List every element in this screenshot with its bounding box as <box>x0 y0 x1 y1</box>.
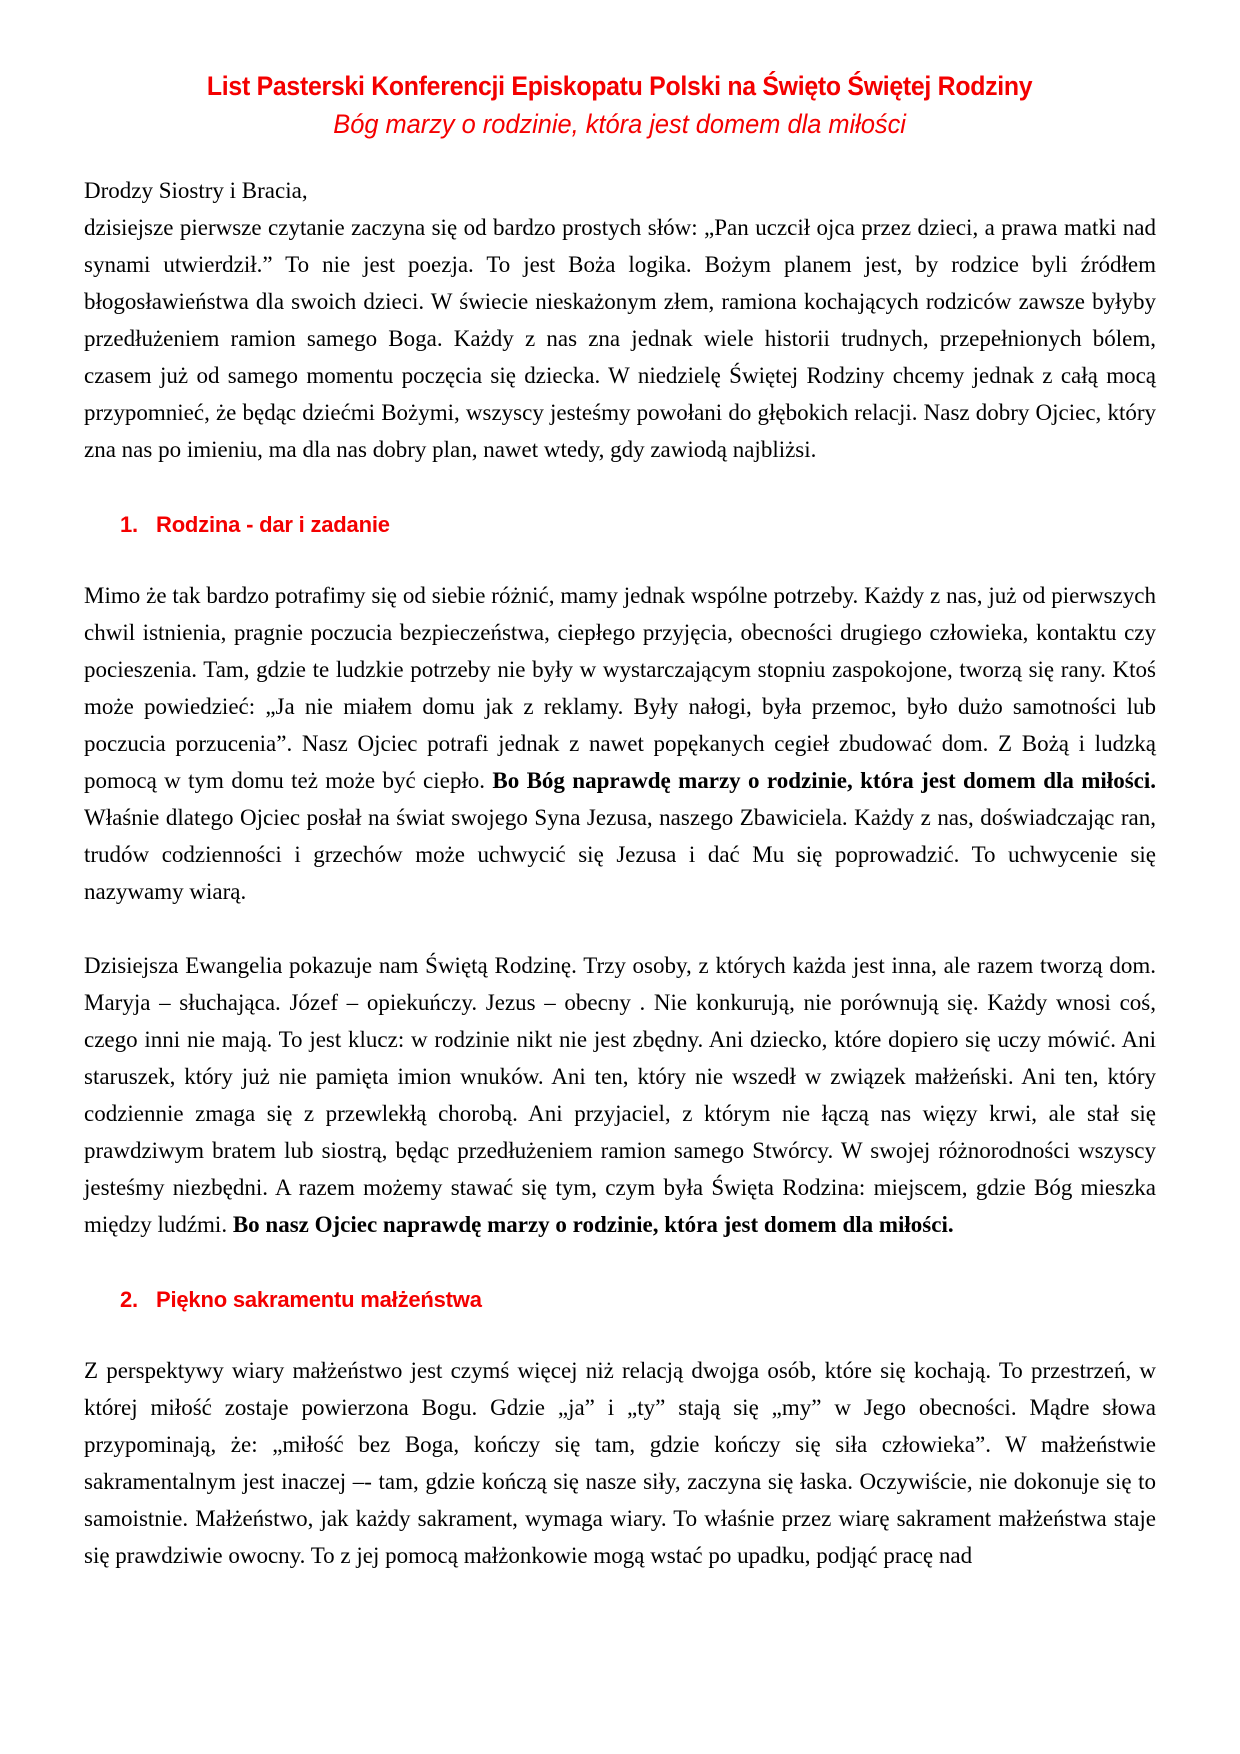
section-number: 2. <box>120 1287 138 1312</box>
body-paragraph <box>84 577 1156 910</box>
document-title <box>84 68 1156 104</box>
text-run: Mimo że tak bardzo potrafimy się od siebie różnić, mamy jednak wspólne potrzeby. Każdy z nas, już od pierwszych chwil istnienia, pragnie poczucia bezpieczeństwa, ciepłego przyjęcia, obecności drugiego człowieka, kontaktu czy pocieszenia. Tam, gdzie te ludzkie potrzeby nie były w wystarczającym stopniu zaspokojone, tworzą się rany. Ktoś może powiedzieć: „Ja nie miałem domu jak z reklamy. Były nałogi, była przemoc, było dużo samotności lub poczucia porzucenia”. Nasz Ojciec potrafi jednak z nawet popękanych cegieł zbudować dom. Z Bożą i ludzką pomocą w tym domu też może być ciepło. <box>84 583 1156 793</box>
text-run: Dzisiejsza Ewangelia pokazuje nam Świętą Rodzinę. Trzy osoby, z których każda jest inna, ale razem tworzą dom. Maryja – słuchająca. Józef – opiekuńczy. Jezus – obecny . Nie konkurują, nie porównują się. Każdy wnosi coś, czego inni nie mają. To jest klucz: w rodzinie nikt nie jest zbędny. Ani dziecko, które dopiero się uczy mówić. Ani staruszek, który już nie pamięta imion wnuków. Ani ten, który nie wszedł w związek małżeński. Ani ten, który codziennie zmaga się z przewlekłą chorobą. Ani przyjaciel, z którym nie łączą nas więzy krwi, ale stał się prawdziwym bratem lub siostrą, będąc przedłużeniem ramion samego Stwórcy. W swojej różnorodności wszyscy jesteśmy niezbędni. A razem możemy stawać się tym, czym była Święta Rodzina: miejscem, gdzie Bóg mieszka między ludźmi. <box>84 953 1156 1237</box>
text-run: Z perspektywy wiary małżeństwo jest czymś więcej niż relacją dwojga osób, które się kochają. To przestrzeń, w której miłość zostaje powierzona Bogu. Gdzie „ja” i „ty” stają się „my” w Jego obecności. Mądre słowa przypominają, że: „miłość bez Boga, kończy się tam, gdzie kończy się siła człowieka”. W małżeństwie sakramentalnym jest inaczej –- tam, gdzie kończą się nasze siły, zaczyna się łaska. Oczywiście, nie dokonuje się to samoistnie. Małżeństwo, jak każdy sakrament, wymaga wiary. To właśnie przez wiarę sakrament małżeństwa staje się prawdziwie owocny. To z jej pomocą małżonkowie mogą wstać po upadku, podjąć pracę nad <box>84 1358 1156 1568</box>
text-run: dzisiejsze pierwsze czytanie zaczyna się od bardzo prostych słów: „Pan uczcił ojca przez dzieci, a prawa matki nad synami utwierdził.” To nie jest poezja. To jest Boża logika. Bożym planem jest, by rodzice byli źródłem błogosławieństwa dla swoich dzieci. W świecie nieskażonym złem, ramiona kochających rodziców zawsze byłyby przedłużeniem ramion samego Boga. Każdy z nas zna jednak wiele historii trudnych, przepełnionych bólem, czasem już od samego momentu poczęcia się dziecka. W niedzielę Świętej Rodziny chcemy jednak z całą mocą przypomnieć, że będąc dziećmi Bożymi, wszyscy jesteśmy powołani do głębokich relacji. Nasz dobry Ojciec, który zna nas po imieniu, ma dla nas dobry plan, nawet wtedy, gdy zawiodą najbliżsi. <box>84 215 1156 462</box>
section-number: 1. <box>120 512 138 537</box>
document-subtitle <box>84 106 1156 142</box>
body-paragraph <box>84 1352 1156 1574</box>
section-title: Rodzina - dar i zadanie <box>156 512 390 537</box>
text-run: Właśnie dlatego Ojciec posłał na świat swojego Syna Jezusa, naszego Zbawiciela. Każdy z nas, doświadczając ran, trudów codzienności i grzechów może uchwycić się Jezusa i dać Mu się poprowadzić. To uchwycenie się nazywamy wiarą. <box>84 805 1156 904</box>
bold-text-run: Bo Bóg naprawdę marzy o rodzinie, która jest domem dla miłości. <box>492 768 1157 793</box>
body-paragraph <box>84 947 1156 1243</box>
section-heading <box>84 1281 1156 1318</box>
document-title-text: List Pasterski Konferencji Episkopatu Polski na Święto Świętej Rodziny <box>207 71 1033 101</box>
bold-text-run: Bo nasz Ojciec naprawdę marzy o rodzinie, która jest domem dla miłości. <box>232 1212 954 1237</box>
salutation-line: Drodzy Siostry i Bracia, <box>84 178 308 203</box>
document-subtitle-text: Bóg marzy o rodzinie, która jest domem dla miłości <box>333 109 907 139</box>
document-body <box>84 172 1156 1574</box>
section-heading <box>84 506 1156 543</box>
section-title: Piękno sakramentu małżeństwa <box>156 1287 482 1312</box>
body-paragraph <box>84 209 1156 468</box>
